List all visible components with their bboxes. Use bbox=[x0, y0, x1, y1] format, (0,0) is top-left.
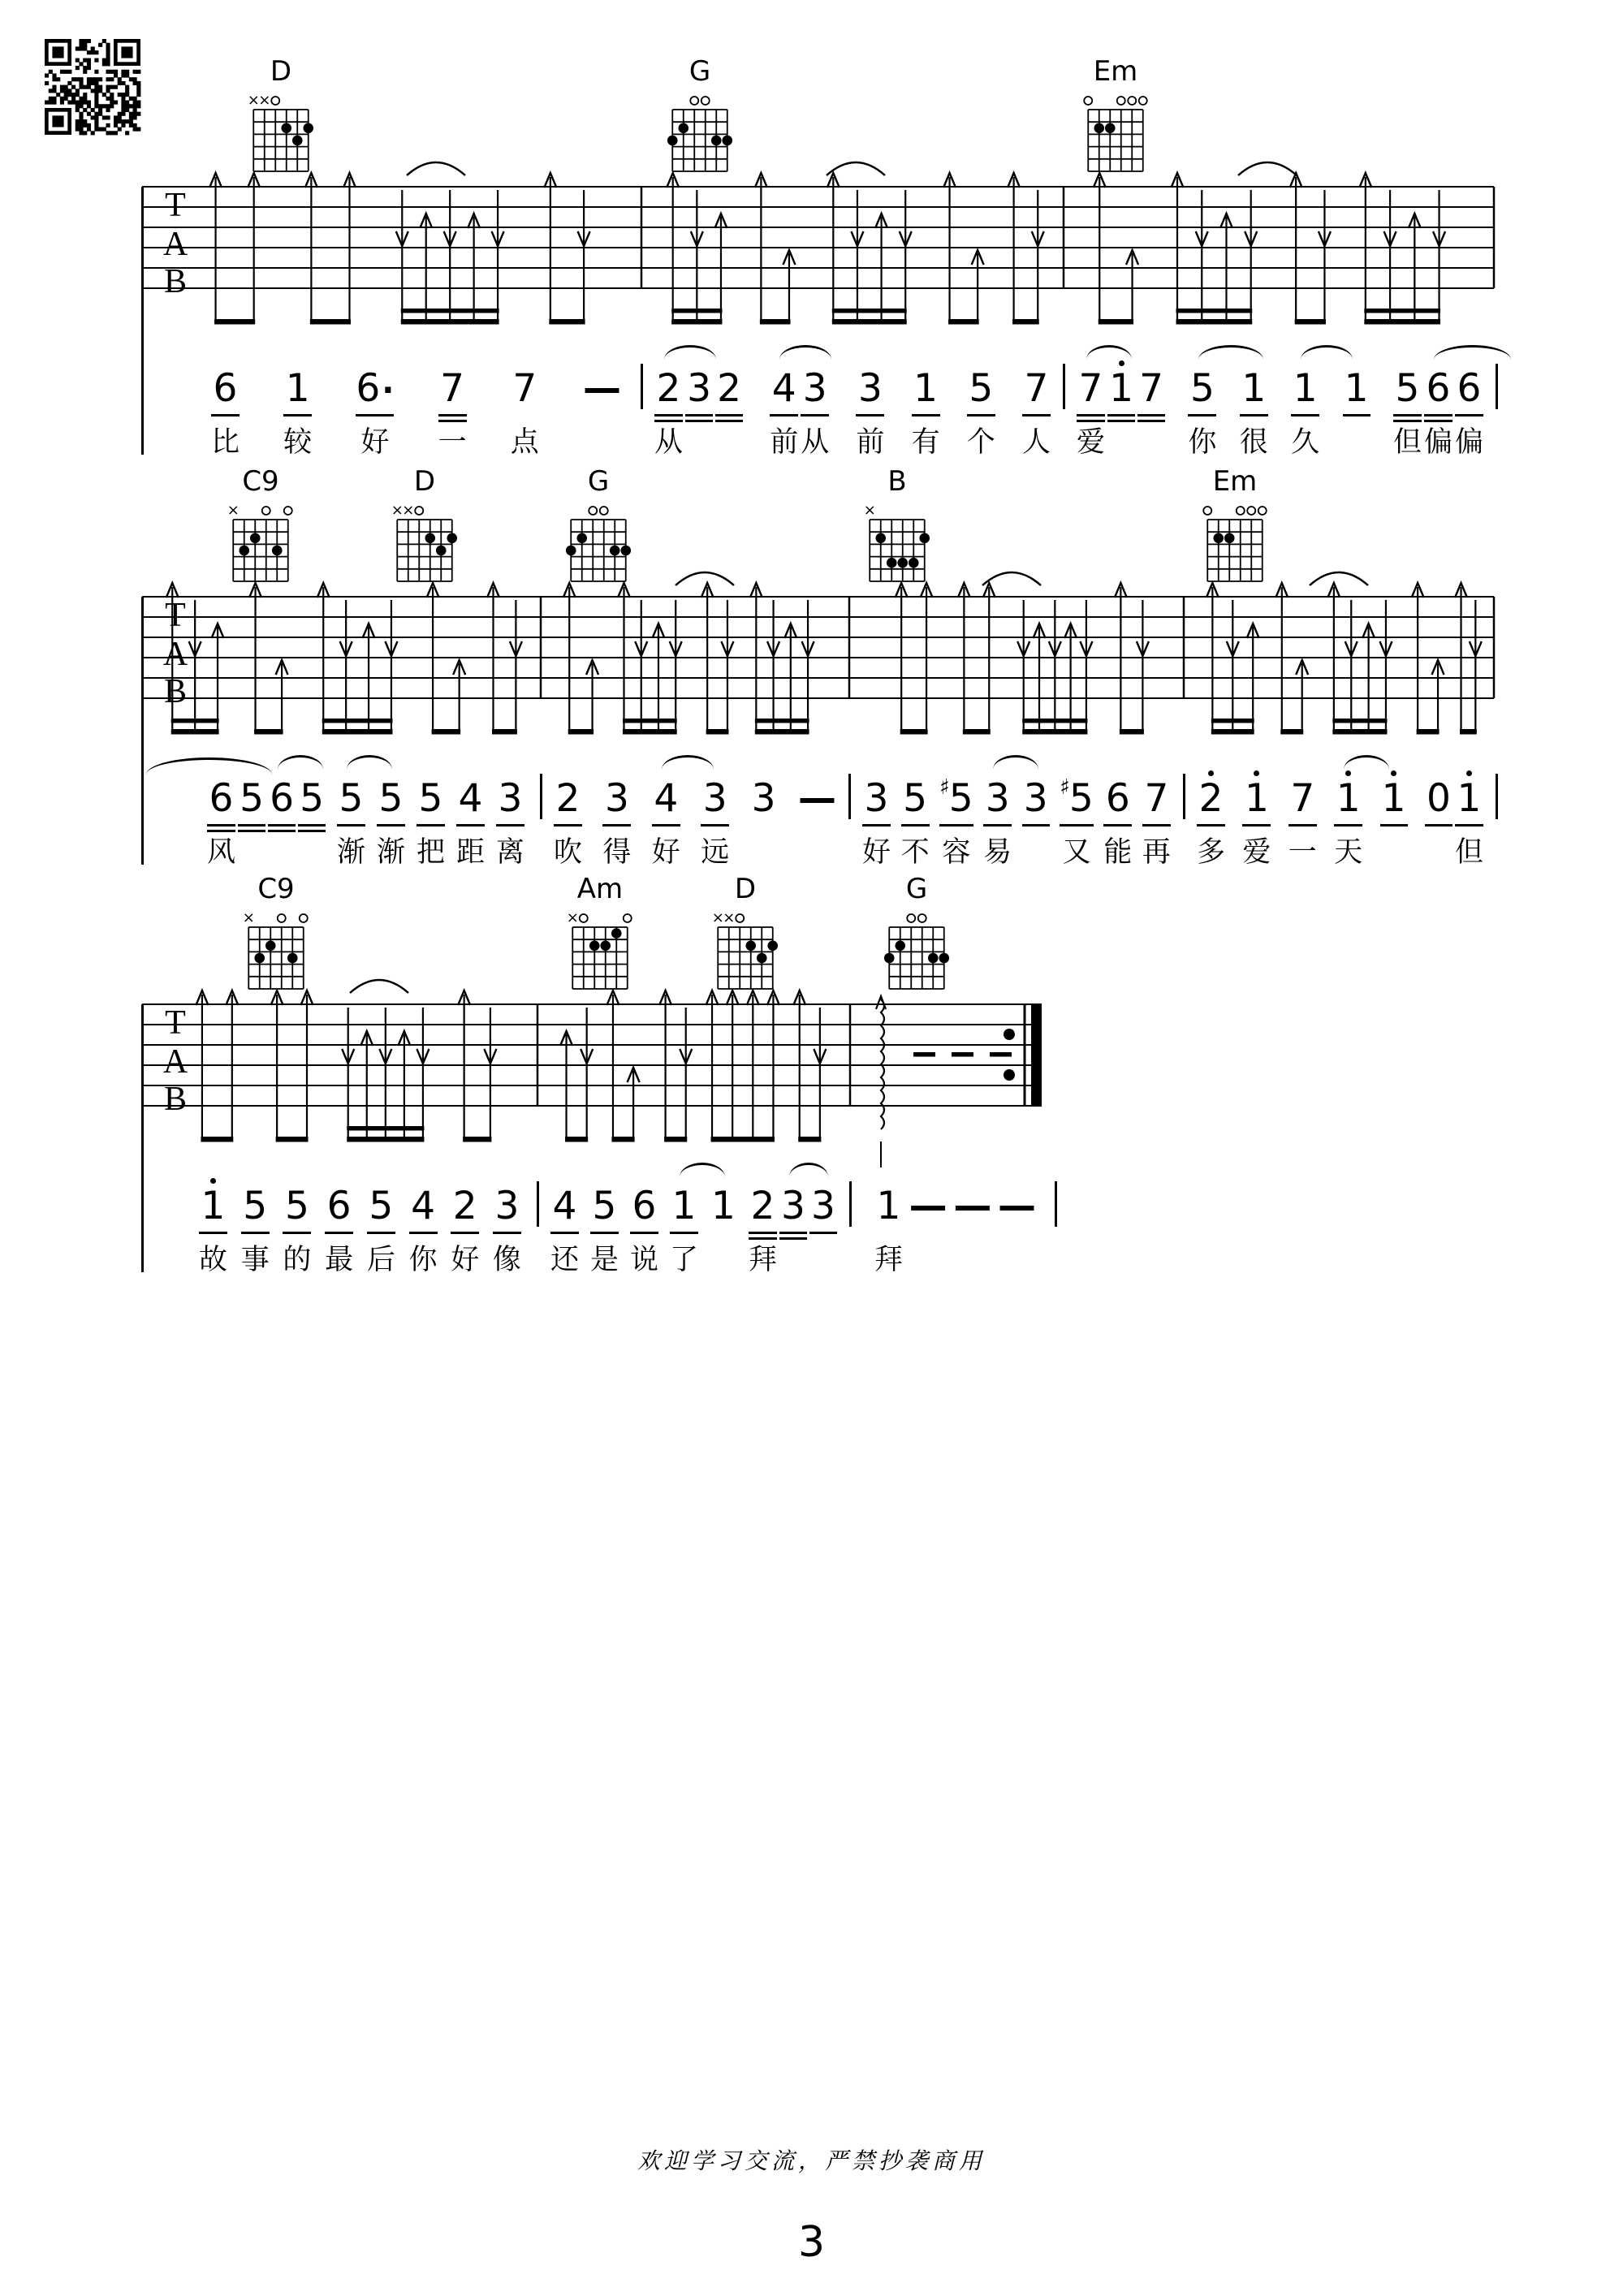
lyric-syllable: 再 bbox=[1142, 836, 1171, 869]
lyric-syllable: 前 bbox=[856, 426, 885, 459]
jianpu-bar bbox=[541, 767, 849, 870]
lyric-syllable: 离 bbox=[495, 836, 524, 869]
jianpu-note: 7 点 bbox=[510, 366, 539, 459]
jianpu-dash: — bbox=[998, 1175, 1036, 1277]
jianpu-note: 1 bbox=[710, 1175, 737, 1277]
jianpu-note: 3 得 bbox=[602, 776, 632, 869]
jianpu-note: 5 渐 bbox=[376, 776, 405, 869]
lyric-syllable: 拜 bbox=[874, 1244, 904, 1276]
lyric-syllable bbox=[813, 835, 822, 870]
svg-text:C9: C9 bbox=[242, 465, 279, 498]
lyric-syllable: 一 bbox=[1288, 836, 1317, 869]
jianpu-bar bbox=[537, 1175, 850, 1277]
lyric-syllable: 比 bbox=[211, 426, 240, 459]
chord-diagram-D bbox=[712, 873, 778, 989]
lyric-syllable: 个 bbox=[966, 426, 995, 459]
jianpu-note: 2 拜 bbox=[748, 1184, 777, 1276]
jianpu-note: 4 好 bbox=[652, 767, 680, 870]
lyric-syllable: 的 bbox=[283, 1244, 312, 1276]
lyric-syllable bbox=[1434, 835, 1443, 870]
jianpu-note: 5 bbox=[238, 767, 265, 870]
lyric-syllable: 容 bbox=[942, 836, 971, 869]
lyric-syllable: 但 bbox=[1454, 836, 1483, 869]
lyric-syllable: 远 bbox=[701, 836, 730, 869]
jianpu-note: 5 把 bbox=[416, 776, 445, 869]
lyric-syllable: 了 bbox=[670, 1244, 699, 1276]
jianpu-dash: — bbox=[953, 1175, 991, 1277]
svg-text:A: A bbox=[162, 226, 188, 263]
jianpu-note: 6 比 bbox=[211, 366, 240, 459]
jianpu-note: 5 渐 bbox=[337, 767, 365, 870]
svg-text:B: B bbox=[887, 465, 907, 498]
lyric-syllable: 爱 bbox=[1242, 836, 1271, 869]
jianpu-note: 4 你 bbox=[408, 1184, 438, 1276]
jianpu-note: 2 从 bbox=[654, 357, 683, 460]
jianpu-bar bbox=[850, 1175, 1055, 1277]
jianpu-note: ♯ 5 容 bbox=[939, 775, 973, 869]
jianpu-note: 6 能 bbox=[1103, 776, 1133, 869]
jianpu-note: 3 从 bbox=[801, 366, 830, 459]
jianpu-note: 1 爱 bbox=[1242, 767, 1271, 870]
jianpu-bar bbox=[142, 357, 641, 460]
chord-diagram-C9 bbox=[227, 465, 292, 581]
jianpu-note: 3 远 bbox=[701, 776, 730, 869]
lyric-syllable: 从 bbox=[654, 426, 684, 459]
lyric-syllable bbox=[968, 1243, 977, 1277]
lyric-syllable: 多 bbox=[1197, 836, 1226, 869]
lyric-syllable: 渐 bbox=[376, 836, 405, 869]
svg-text:×: × bbox=[391, 502, 404, 519]
lyric-syllable bbox=[307, 835, 316, 870]
strum-measure bbox=[196, 990, 496, 1142]
jianpu-note: 1 较 bbox=[283, 366, 313, 459]
jianpu-bar bbox=[641, 357, 1064, 460]
jianpu-note: 3 bbox=[685, 357, 713, 460]
svg-text:D: D bbox=[413, 465, 436, 498]
jianpu-note: 7 爱 bbox=[1077, 357, 1105, 460]
lyric-syllable: 最 bbox=[325, 1244, 354, 1276]
strum-measure bbox=[563, 583, 814, 735]
jianpu-note: 6 最 bbox=[325, 1184, 354, 1276]
lyric-syllable: 偏 bbox=[1423, 426, 1452, 459]
chord-diagram-D bbox=[248, 55, 313, 171]
page-number: 3 bbox=[797, 2218, 826, 2267]
jianpu-barline bbox=[1055, 1181, 1057, 1227]
lyric-syllable: 前 bbox=[770, 426, 799, 459]
jianpu-note: 5 不 bbox=[900, 776, 930, 869]
jianpu-note: 1 bbox=[1107, 357, 1135, 460]
jianpu-note: 1 bbox=[1380, 767, 1408, 870]
svg-text:×: × bbox=[227, 502, 240, 519]
jianpu-note: 2 好 bbox=[451, 1184, 480, 1276]
chord-diagram-Em bbox=[1203, 465, 1267, 581]
jianpu-note: 6 bbox=[268, 767, 296, 870]
lyric-syllable: 吹 bbox=[554, 836, 583, 869]
svg-text:×: × bbox=[711, 909, 724, 926]
lyric-syllable: 点 bbox=[510, 426, 539, 459]
jianpu-note: 2 多 bbox=[1197, 767, 1225, 870]
svg-text:×: × bbox=[566, 909, 579, 926]
svg-text:Em: Em bbox=[1212, 465, 1258, 498]
jianpu-barline bbox=[1496, 364, 1498, 409]
svg-text:×: × bbox=[247, 92, 260, 109]
chord-diagram-D bbox=[391, 465, 457, 581]
lyric-syllable: 但 bbox=[1392, 426, 1422, 459]
svg-text:T: T bbox=[165, 1004, 186, 1042]
svg-text:D: D bbox=[734, 873, 757, 905]
jianpu-note: 1 有 bbox=[911, 366, 940, 459]
svg-text:G: G bbox=[587, 465, 610, 498]
lyric-syllable: 好 bbox=[360, 426, 390, 459]
strum-measure bbox=[896, 583, 1149, 735]
lyric-syllable: 是 bbox=[590, 1244, 619, 1276]
lyric-syllable: 人 bbox=[1021, 426, 1051, 459]
svg-text:A: A bbox=[162, 636, 188, 673]
jianpu-note: 1 拜 bbox=[874, 1184, 904, 1276]
lyric-syllable: 从 bbox=[801, 426, 830, 459]
jianpu-note: 3 像 bbox=[492, 1184, 521, 1276]
lyric-syllable bbox=[694, 425, 703, 460]
jianpu-note: 5 是 bbox=[590, 1184, 619, 1276]
jianpu-note: 5 个 bbox=[966, 366, 995, 459]
lyric-syllable: 你 bbox=[1188, 426, 1217, 459]
svg-text:×: × bbox=[258, 92, 271, 109]
svg-text:T: T bbox=[165, 187, 186, 224]
svg-text:C9: C9 bbox=[257, 873, 295, 905]
svg-text:B: B bbox=[163, 673, 188, 710]
lyric-syllable: 又 bbox=[1062, 836, 1091, 869]
lyric-syllable: 把 bbox=[416, 836, 445, 869]
jianpu-bar bbox=[1184, 767, 1496, 870]
lyric-syllable bbox=[724, 425, 733, 460]
jianpu-note: 3 好 bbox=[862, 776, 891, 869]
lyric-syllable: 天 bbox=[1334, 836, 1363, 869]
chord-diagram-G bbox=[667, 55, 732, 171]
jianpu-note: 6 说 bbox=[630, 1184, 659, 1276]
lyric-syllable bbox=[1012, 1243, 1021, 1277]
jianpu-note: 1 故 bbox=[199, 1175, 227, 1277]
jianpu-note: 7 再 bbox=[1142, 776, 1171, 869]
jianpu-note: 6 风 bbox=[207, 776, 236, 869]
jianpu-note: 1 bbox=[1343, 357, 1370, 460]
jianpu-note: 6 偏 bbox=[1454, 366, 1483, 459]
lyric-syllable: 渐 bbox=[336, 836, 365, 869]
lyric-syllable bbox=[1146, 425, 1155, 460]
lyric-syllable bbox=[759, 835, 768, 870]
jianpu-note: 3 bbox=[779, 1175, 807, 1277]
chord-diagram-C9 bbox=[243, 873, 308, 989]
chord-diagram-Am bbox=[567, 873, 632, 989]
strum-measure bbox=[667, 173, 1044, 325]
svg-text:A: A bbox=[162, 1043, 188, 1081]
jianpu-note: 2 吹 bbox=[554, 776, 583, 869]
lyric-syllable bbox=[1116, 425, 1125, 460]
jianpu-note: 7 一 bbox=[438, 366, 467, 459]
chord-diagram-G bbox=[884, 873, 949, 989]
lyric-syllable bbox=[1031, 835, 1040, 870]
lyric-syllable bbox=[788, 1243, 797, 1277]
lyric-syllable: 还 bbox=[550, 1244, 580, 1276]
jianpu-note: 2 bbox=[715, 357, 743, 460]
jianpu-note: 7 bbox=[1137, 357, 1165, 460]
svg-text:G: G bbox=[688, 55, 711, 88]
strum-measure bbox=[560, 990, 826, 1142]
svg-text:Am: Am bbox=[576, 873, 624, 905]
lyric-syllable: 故 bbox=[199, 1244, 228, 1276]
lyric-syllable: 较 bbox=[283, 426, 313, 459]
lyric-syllable: 拜 bbox=[748, 1244, 777, 1276]
lyric-syllable bbox=[247, 835, 256, 870]
lyric-syllable: 一 bbox=[438, 426, 467, 459]
lyric-syllable: 好 bbox=[862, 836, 891, 869]
lyric-syllable: 偏 bbox=[1454, 426, 1483, 459]
strum-measure bbox=[1206, 583, 1482, 735]
lyric-syllable: 易 bbox=[983, 836, 1012, 869]
chord-diagram-G bbox=[566, 465, 631, 581]
lyric-syllable: 说 bbox=[630, 1244, 659, 1276]
lyric-syllable: 不 bbox=[900, 836, 930, 869]
lyric-syllable bbox=[924, 1243, 933, 1277]
lyric-syllable: 距 bbox=[455, 836, 485, 869]
svg-text:B: B bbox=[163, 1081, 188, 1118]
lyric-syllable: 久 bbox=[1291, 426, 1320, 459]
svg-text:×: × bbox=[402, 502, 415, 519]
footer-note: 欢迎学习交流，严禁抄袭商用 bbox=[637, 2149, 986, 2174]
lyric-syllable bbox=[598, 425, 606, 460]
jianpu-note: 5 bbox=[298, 767, 326, 870]
jianpu-bar bbox=[849, 767, 1184, 870]
jianpu-note: 3 前 bbox=[856, 366, 885, 459]
svg-text:B: B bbox=[163, 263, 188, 300]
jianpu-note: 6 · 好 bbox=[356, 366, 395, 459]
jianpu-dash: — bbox=[798, 767, 836, 870]
jianpu-note: 5 的 bbox=[283, 1184, 312, 1276]
jianpu-note: 7 一 bbox=[1288, 776, 1317, 869]
lyric-syllable: 好 bbox=[651, 836, 680, 869]
strum-measure bbox=[1094, 173, 1445, 325]
jianpu-note: 5 后 bbox=[366, 1184, 395, 1276]
jianpu-dash: — bbox=[583, 357, 621, 460]
lyric-syllable: 有 bbox=[911, 426, 940, 459]
qr-code bbox=[45, 39, 140, 135]
jianpu-note: 4 还 bbox=[550, 1184, 580, 1276]
jianpu-note: 1 天 bbox=[1334, 767, 1362, 870]
jianpu-bar bbox=[142, 1175, 537, 1277]
lyric-syllable: 能 bbox=[1103, 836, 1133, 869]
lyric-syllable: 很 bbox=[1239, 426, 1268, 459]
lyric-syllable: 你 bbox=[408, 1244, 438, 1276]
jianpu-note: 4 前 bbox=[770, 357, 798, 460]
jianpu-note: 3 bbox=[809, 1175, 837, 1277]
strum-measure bbox=[209, 173, 590, 325]
lyric-syllable bbox=[818, 1243, 827, 1277]
chord-diagram-Em bbox=[1084, 55, 1147, 171]
lyric-syllable: 爱 bbox=[1077, 426, 1106, 459]
lyric-syllable: 后 bbox=[366, 1244, 395, 1276]
lyric-syllable: 像 bbox=[492, 1244, 521, 1276]
jianpu-bar bbox=[142, 767, 541, 870]
jianpu-barline bbox=[1496, 774, 1498, 819]
jianpu-note: ♯ 5 又 bbox=[1060, 775, 1094, 869]
lyric-syllable: 风 bbox=[207, 836, 236, 869]
jianpu-note: 1 但 bbox=[1455, 767, 1483, 870]
strum-measure bbox=[163, 583, 522, 735]
svg-text:G: G bbox=[905, 873, 928, 905]
jianpu-note: 1 久 bbox=[1291, 357, 1319, 460]
svg-text:×: × bbox=[723, 909, 736, 926]
jianpu-note: 7 人 bbox=[1021, 366, 1051, 459]
svg-text:×: × bbox=[242, 909, 255, 926]
jianpu-note: 3 离 bbox=[495, 776, 524, 869]
jianpu-note: 6 偏 bbox=[1424, 357, 1452, 460]
lyric-syllable bbox=[1352, 425, 1361, 460]
jianpu-note: 1 了 bbox=[670, 1175, 698, 1277]
svg-text:Em: Em bbox=[1093, 55, 1138, 88]
jianpu-note: 4 距 bbox=[455, 776, 485, 869]
lyric-syllable bbox=[1389, 835, 1398, 870]
jianpu-note: 3 bbox=[1022, 767, 1050, 870]
jianpu-note: 3 bbox=[750, 767, 778, 870]
jianpu-note: 3 易 bbox=[983, 767, 1012, 870]
chord-diagram-B bbox=[864, 465, 930, 581]
lyric-syllable bbox=[277, 835, 286, 870]
lyric-syllable bbox=[719, 1243, 727, 1277]
jianpu-bar bbox=[1064, 357, 1496, 460]
jianpu-dash: — bbox=[909, 1175, 947, 1277]
lyric-syllable: 好 bbox=[451, 1244, 480, 1276]
jianpu-note: 5 事 bbox=[240, 1184, 270, 1276]
jianpu-note: 1 很 bbox=[1239, 366, 1268, 459]
svg-text:×: × bbox=[863, 502, 876, 519]
jianpu-note: 0 bbox=[1425, 767, 1452, 870]
svg-text:D: D bbox=[270, 55, 292, 88]
lyric-syllable: 得 bbox=[602, 836, 632, 869]
jianpu-note: 5 但 bbox=[1392, 366, 1422, 459]
lyric-syllable: 事 bbox=[240, 1244, 270, 1276]
svg-text:T: T bbox=[165, 597, 186, 634]
jianpu-note: 5 你 bbox=[1188, 357, 1216, 460]
